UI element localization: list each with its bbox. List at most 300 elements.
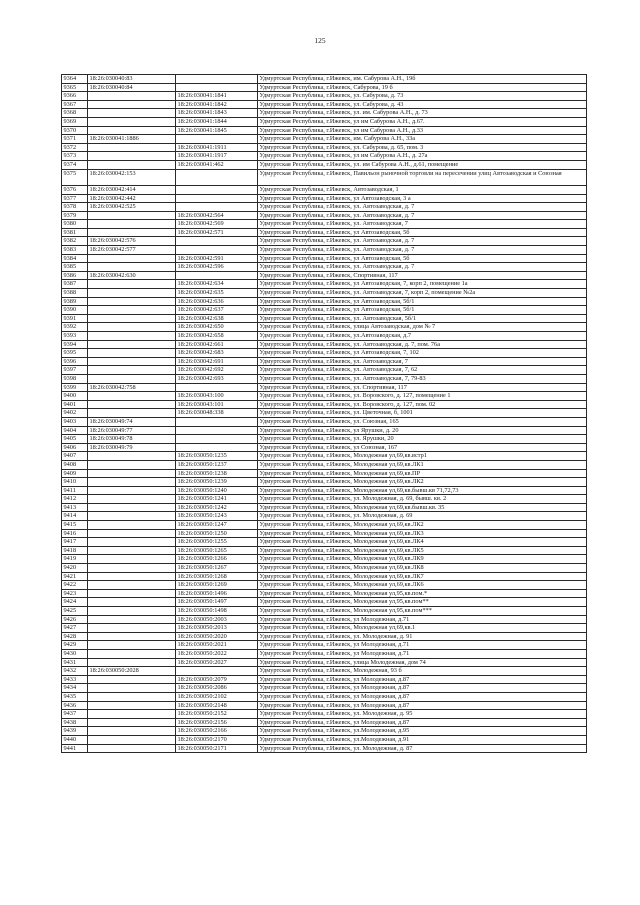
table-row (62, 75, 587, 84)
building-cadastral-number-cell: 18:26:030050:1235 (176, 452, 258, 461)
row-number-cell: 9424 (62, 598, 88, 607)
land-cadastral-number-cell (88, 581, 176, 590)
row-number-cell: 9440 (62, 735, 88, 744)
land-cadastral-number-cell (88, 512, 176, 521)
building-cadastral-number-cell: 18:26:030050:1267 (176, 564, 258, 573)
row-number-cell: 9391 (62, 314, 88, 323)
building-cadastral-number-cell (176, 383, 258, 392)
table-row (62, 117, 587, 126)
land-cadastral-number-cell (88, 392, 176, 401)
register-table (61, 74, 587, 753)
address-cell: Удмуртская Республика, г.Ижевск, ул. Автозаводская, д. 7, пом. 76а (258, 340, 587, 349)
address-cell: Удмуртская Республика, г.Ижевск, ул. Молодежная, д. 69 (258, 512, 587, 521)
land-cadastral-number-cell (88, 306, 176, 315)
building-cadastral-number-cell: 18:26:030042:636 (176, 297, 258, 306)
row-number-cell: 9383 (62, 246, 88, 255)
land-cadastral-number-cell: 18:26:030041:1886 (88, 135, 176, 144)
address-cell: Удмуртская Республика, г.Ижевск, Спортивная, 117 (258, 271, 587, 280)
land-cadastral-number-cell: 18:26:030049:74 (88, 417, 176, 426)
table-row (62, 469, 587, 478)
land-cadastral-number-cell (88, 263, 176, 272)
building-cadastral-number-cell: 18:26:030050:1268 (176, 572, 258, 581)
building-cadastral-number-cell (176, 443, 258, 452)
address-cell: Удмуртская Республика, г.Ижевск, Молодежная ул,69,кв.ЛК5 (258, 546, 587, 555)
land-cadastral-number-cell (88, 254, 176, 263)
address-cell: Удмуртская Республика, г.Ижевск, ул. Автозаводская, д. 7 (258, 263, 587, 272)
table-row (62, 228, 587, 237)
building-cadastral-number-cell: 18:26:030050:2166 (176, 727, 258, 736)
table-row (62, 460, 587, 469)
address-cell: Удмуртская Республика, г.Ижевск, ул Молодежная, д.87 (258, 675, 587, 684)
address-cell: Удмуртская Республика, г.Ижевск, ул. Сабурова, д. 43 (258, 100, 587, 109)
table-row (62, 211, 587, 220)
row-number-cell: 9419 (62, 555, 88, 564)
building-cadastral-number-cell: 18:26:030050:1243 (176, 512, 258, 521)
table-row (62, 727, 587, 736)
building-cadastral-number-cell: 18:26:030042:571 (176, 228, 258, 237)
building-cadastral-number-cell: 18:26:030050:2027 (176, 658, 258, 667)
row-number-cell: 9441 (62, 744, 88, 753)
address-cell: Удмуртская Республика, г.Ижевск, ул. Воровского, д. 127, помещение 1 (258, 392, 587, 401)
row-number-cell: 9412 (62, 495, 88, 504)
table-row (62, 417, 587, 426)
building-cadastral-number-cell: 18:26:030042:591 (176, 254, 258, 263)
row-number-cell: 9415 (62, 521, 88, 530)
address-cell: Удмуртская Республика, г.Ижевск, Молодежная ул,69,кв.ЛК3 (258, 529, 587, 538)
land-cadastral-number-cell (88, 632, 176, 641)
land-cadastral-number-cell (88, 555, 176, 564)
land-cadastral-number-cell (88, 589, 176, 598)
land-cadastral-number-cell (88, 495, 176, 504)
row-number-cell: 9409 (62, 469, 88, 478)
address-cell: Удмуртская Республика, г.Ижевск, ул. Автозаводская, д. 7 (258, 203, 587, 212)
address-cell: Удмуртская Республика, г.Ижевск, Молодежная ул,69,кв.ЛК4 (258, 538, 587, 547)
land-cadastral-number-cell (88, 701, 176, 710)
land-cadastral-number-cell (88, 357, 176, 366)
row-number-cell: 9406 (62, 443, 88, 452)
row-number-cell: 9422 (62, 581, 88, 590)
address-cell: Удмуртская Республика, г.Ижевск, ул Молодежная, д.87 (258, 692, 587, 701)
row-number-cell: 9374 (62, 160, 88, 169)
row-number-cell: 9417 (62, 538, 88, 547)
row-number-cell: 9388 (62, 289, 88, 298)
land-cadastral-number-cell (88, 100, 176, 109)
land-cadastral-number-cell (88, 332, 176, 341)
row-number-cell: 9421 (62, 572, 88, 581)
table-row (62, 426, 587, 435)
land-cadastral-number-cell: 18:26:030042:414 (88, 185, 176, 194)
address-cell: Удмуртская Республика, г.Ижевск, ул. Автозаводская, 7, 79-83 (258, 374, 587, 383)
land-cadastral-number-cell (88, 349, 176, 358)
address-cell: Удмуртская Республика, г.Ижевск, ул. Автозаводская, 5б/1 (258, 314, 587, 323)
land-cadastral-number-cell (88, 684, 176, 693)
table-row (62, 152, 587, 161)
building-cadastral-number-cell: 18:26:030042:693 (176, 374, 258, 383)
row-number-cell: 9438 (62, 718, 88, 727)
land-cadastral-number-cell (88, 598, 176, 607)
address-cell: Удмуртская Республика, г.Ижевск, ул. Союзная, 165 (258, 417, 587, 426)
building-cadastral-number-cell: 18:26:030050:1496 (176, 589, 258, 598)
table-row (62, 529, 587, 538)
address-cell: Удмуртская Республика, г.Ижевск, ул Автозаводская, 3 а (258, 194, 587, 203)
building-cadastral-number-cell: 18:26:030042:569 (176, 220, 258, 229)
table-row (62, 641, 587, 650)
land-cadastral-number-cell (88, 289, 176, 298)
building-cadastral-number-cell (176, 83, 258, 92)
building-cadastral-number-cell: 18:26:030050:1497 (176, 598, 258, 607)
land-cadastral-number-cell (88, 220, 176, 229)
table-row (62, 143, 587, 152)
address-cell: Удмуртская Республика, г.Ижевск, Молодежная ул,69,кв.ЛК6 (258, 581, 587, 590)
table-row (62, 332, 587, 341)
register-table-body (62, 75, 587, 753)
building-cadastral-number-cell: 18:26:030041:1844 (176, 117, 258, 126)
address-cell: Удмуртская Республика, г.Ижевск, ул Молодежная, д.87 (258, 718, 587, 727)
address-cell: Удмуртская Республика, г.Ижевск, ул Автозаводская, 5б (258, 228, 587, 237)
address-cell: Удмуртская Республика, г.Ижевск, ул.Молодежная, д.91 (258, 735, 587, 744)
table-row (62, 701, 587, 710)
table-row (62, 374, 587, 383)
table-row (62, 100, 587, 109)
building-cadastral-number-cell: 18:26:030050:2086 (176, 684, 258, 693)
address-cell: Удмуртская Республика, г.Ижевск, ул Автозаводская, 5б/1 (258, 297, 587, 306)
land-cadastral-number-cell (88, 366, 176, 375)
building-cadastral-number-cell (176, 246, 258, 255)
land-cadastral-number-cell (88, 641, 176, 650)
building-cadastral-number-cell: 18:26:030050:1265 (176, 546, 258, 555)
table-row (62, 649, 587, 658)
address-cell: Удмуртская Республика, г.Ижевск, Молодежная ул,69,кв.ЛК2 (258, 521, 587, 530)
row-number-cell: 9425 (62, 607, 88, 616)
row-number-cell: 9427 (62, 624, 88, 633)
row-number-cell: 9430 (62, 649, 88, 658)
address-cell: Удмуртская Республика, г.Ижевск, ул. Автозаводская, д. 7 (258, 246, 587, 255)
table-row (62, 400, 587, 409)
row-number-cell: 9386 (62, 271, 88, 280)
address-cell: Удмуртская Республика, г.Ижевск, Молодежная ул,95,кв.пом** (258, 598, 587, 607)
address-cell: Удмуртская Республика, г.Ижевск, ул. Молодежная, д. 87 (258, 744, 587, 753)
building-cadastral-number-cell: 18:26:030050:1255 (176, 538, 258, 547)
table-row (62, 435, 587, 444)
address-cell: Удмуртская Республика, г.Ижевск, ул. Автозаводская, 7 (258, 357, 587, 366)
building-cadastral-number-cell (176, 435, 258, 444)
row-number-cell: 9418 (62, 546, 88, 555)
address-cell: Удмуртская Республика, г.Ижевск, ул Автозаводская, 5б (258, 254, 587, 263)
row-number-cell: 9405 (62, 435, 88, 444)
building-cadastral-number-cell: 18:26:030042:596 (176, 263, 258, 272)
address-cell: Удмуртская Республика, г.Ижевск, ул Молодежная, д.87 (258, 684, 587, 693)
table-row (62, 220, 587, 229)
row-number-cell: 9435 (62, 692, 88, 701)
building-cadastral-number-cell: 18:26:030043:100 (176, 392, 258, 401)
row-number-cell: 9365 (62, 83, 88, 92)
land-cadastral-number-cell: 18:26:030050:2028 (88, 667, 176, 676)
table-row (62, 109, 587, 118)
land-cadastral-number-cell (88, 744, 176, 753)
table-row (62, 735, 587, 744)
row-number-cell: 9402 (62, 409, 88, 418)
land-cadastral-number-cell (88, 710, 176, 719)
row-number-cell: 9439 (62, 727, 88, 736)
row-number-cell: 9404 (62, 426, 88, 435)
table-row (62, 692, 587, 701)
row-number-cell: 9376 (62, 185, 88, 194)
address-cell: Удмуртская Республика, г.Ижевск, Автозаводская, 1 (258, 185, 587, 194)
land-cadastral-number-cell (88, 160, 176, 169)
address-cell: Удмуртская Республика, г.Ижевск, Молодежная ул,95,кв.пом*** (258, 607, 587, 616)
row-number-cell: 9385 (62, 263, 88, 272)
table-row (62, 607, 587, 616)
address-cell: Удмуртская Республика, г.Ижевск, Молодежная ул,69,кв.ЛК2 (258, 478, 587, 487)
address-cell: Удмуртская Республика, г.Ижевск, ул. им Сабурова А.Н., д.61, помещение (258, 160, 587, 169)
table-row (62, 323, 587, 332)
land-cadastral-number-cell (88, 314, 176, 323)
building-cadastral-number-cell: 18:26:030050:1241 (176, 495, 258, 504)
table-row (62, 383, 587, 392)
table-row (62, 598, 587, 607)
row-number-cell: 9408 (62, 460, 88, 469)
row-number-cell: 9400 (62, 392, 88, 401)
table-row (62, 486, 587, 495)
address-cell: Удмуртская Республика, г.Ижевск, ул Молодежная, д.71 (258, 615, 587, 624)
table-row (62, 675, 587, 684)
building-cadastral-number-cell: 18:26:030041:462 (176, 160, 258, 169)
table-row (62, 503, 587, 512)
row-number-cell: 9414 (62, 512, 88, 521)
building-cadastral-number-cell (176, 271, 258, 280)
table-row (62, 237, 587, 246)
building-cadastral-number-cell: 18:26:030042:634 (176, 280, 258, 289)
row-number-cell: 9432 (62, 667, 88, 676)
table-row (62, 246, 587, 255)
building-cadastral-number-cell: 18:26:030050:1266 (176, 555, 258, 564)
address-cell: Удмуртская Республика, г.Ижевск, ул. Автозаводская, д. 7 (258, 237, 587, 246)
address-cell: Удмуртская Республика, г.Ижевск, ул Автозаводская, 7, корп 2, помещение 1а (258, 280, 587, 289)
address-cell: Удмуртская Республика, г.Ижевск, ул им Сабурова А.Н., д. 27а (258, 152, 587, 161)
building-cadastral-number-cell: 18:26:030041:1842 (176, 100, 258, 109)
table-row (62, 357, 587, 366)
address-cell: Удмуртская Республика, г.Ижевск, ул Союзная, 167 (258, 443, 587, 452)
address-cell: Удмуртская Республика, г.Ижевск, улица Молодежная, дом 74 (258, 658, 587, 667)
building-cadastral-number-cell: 18:26:030041:1841 (176, 92, 258, 101)
building-cadastral-number-cell: 18:26:030050:1498 (176, 607, 258, 616)
building-cadastral-number-cell: 18:26:030050:2003 (176, 615, 258, 624)
building-cadastral-number-cell: 18:26:030050:2156 (176, 718, 258, 727)
address-cell: Удмуртская Республика, г.Ижевск, Молодежная, 93 б (258, 667, 587, 676)
address-cell: Удмуртская Республика, г.Ижевск, ул. Воровского, д. 127, пом. 02 (258, 400, 587, 409)
row-number-cell: 9428 (62, 632, 88, 641)
building-cadastral-number-cell: 18:26:030042:564 (176, 211, 258, 220)
row-number-cell: 9382 (62, 237, 88, 246)
land-cadastral-number-cell (88, 340, 176, 349)
land-cadastral-number-cell (88, 675, 176, 684)
table-row (62, 478, 587, 487)
building-cadastral-number-cell (176, 426, 258, 435)
building-cadastral-number-cell: 18:26:030050:1269 (176, 581, 258, 590)
row-number-cell: 9396 (62, 357, 88, 366)
row-number-cell: 9381 (62, 228, 88, 237)
building-cadastral-number-cell: 18:26:030042:658 (176, 332, 258, 341)
land-cadastral-number-cell (88, 538, 176, 547)
row-number-cell: 9429 (62, 641, 88, 650)
row-number-cell: 9364 (62, 75, 88, 84)
building-cadastral-number-cell: 18:26:030042:691 (176, 357, 258, 366)
land-cadastral-number-cell (88, 374, 176, 383)
row-number-cell: 9437 (62, 710, 88, 719)
building-cadastral-number-cell (176, 194, 258, 203)
row-number-cell: 9411 (62, 486, 88, 495)
row-number-cell: 9392 (62, 323, 88, 332)
table-row (62, 538, 587, 547)
table-row (62, 185, 587, 194)
building-cadastral-number-cell (176, 237, 258, 246)
address-cell: Удмуртская Республика, г.Ижевск, Молодежная ул,69,кв.ЛК1 (258, 460, 587, 469)
building-cadastral-number-cell: 18:26:030050:1240 (176, 486, 258, 495)
address-cell: Удмуртская Республика, г.Ижевск, Молодежная ул,69,кв.ЛК9 (258, 555, 587, 564)
row-number-cell: 9390 (62, 306, 88, 315)
address-cell: Удмуртская Республика, г.Ижевск, ул. Автозаводская, 7, 62 (258, 366, 587, 375)
address-cell: Удмуртская Республика, г.Ижевск, Молодежная ул,69,кв.ЛК7 (258, 572, 587, 581)
address-cell: Удмуртская Республика, г.Ижевск, Молодежная ул,69,кв.бывш.кв 71,72,73 (258, 486, 587, 495)
address-cell: Удмуртская Республика, г.Ижевск, ул Молодежная, д.71 (258, 649, 587, 658)
address-cell: Удмуртская Республика, г.Ижевск, ул Ярушки, д. 20 (258, 426, 587, 435)
table-row (62, 92, 587, 101)
building-cadastral-number-cell: 18:26:030050:2170 (176, 735, 258, 744)
table-row (62, 314, 587, 323)
table-row (62, 349, 587, 358)
table-row (62, 744, 587, 753)
building-cadastral-number-cell: 18:26:030050:2102 (176, 692, 258, 701)
building-cadastral-number-cell: 18:26:030042:635 (176, 289, 258, 298)
table-row (62, 615, 587, 624)
land-cadastral-number-cell (88, 735, 176, 744)
land-cadastral-number-cell (88, 469, 176, 478)
land-cadastral-number-cell: 18:26:030049:77 (88, 426, 176, 435)
land-cadastral-number-cell (88, 718, 176, 727)
land-cadastral-number-cell (88, 572, 176, 581)
building-cadastral-number-cell: 18:26:030041:1911 (176, 143, 258, 152)
table-row (62, 169, 587, 185)
table-row (62, 495, 587, 504)
building-cadastral-number-cell: 18:26:030050:2171 (176, 744, 258, 753)
building-cadastral-number-cell: 18:26:030048:338 (176, 409, 258, 418)
address-cell: Удмуртская Республика, г.Ижевск, ул.Автозаводская, д.7 (258, 332, 587, 341)
address-cell: Удмуртская Республика, г.Ижевск, ул Автозаводская, 7, 102 (258, 349, 587, 358)
building-cadastral-number-cell: 18:26:030050:2021 (176, 641, 258, 650)
table-row (62, 658, 587, 667)
address-cell: Удмуртская Республика, г.Ижевск, ул. Спортивная, 117 (258, 383, 587, 392)
row-number-cell: 9431 (62, 658, 88, 667)
table-row (62, 280, 587, 289)
row-number-cell: 9366 (62, 92, 88, 101)
building-cadastral-number-cell: 18:26:030050:2079 (176, 675, 258, 684)
building-cadastral-number-cell (176, 667, 258, 676)
row-number-cell: 9380 (62, 220, 88, 229)
building-cadastral-number-cell: 18:26:030050:2148 (176, 701, 258, 710)
row-number-cell: 9384 (62, 254, 88, 263)
row-number-cell: 9387 (62, 280, 88, 289)
building-cadastral-number-cell: 18:26:030050:1237 (176, 460, 258, 469)
building-cadastral-number-cell: 18:26:030050:2152 (176, 710, 258, 719)
address-cell: Удмуртская Республика, г.Ижевск, им. Сабурова А.Н., 33а (258, 135, 587, 144)
building-cadastral-number-cell: 18:26:030042:661 (176, 340, 258, 349)
land-cadastral-number-cell (88, 658, 176, 667)
land-cadastral-number-cell: 18:26:030042:525 (88, 203, 176, 212)
land-cadastral-number-cell (88, 323, 176, 332)
building-cadastral-number-cell: 18:26:030042:638 (176, 314, 258, 323)
land-cadastral-number-cell (88, 228, 176, 237)
table-row (62, 512, 587, 521)
row-number-cell: 9399 (62, 383, 88, 392)
land-cadastral-number-cell (88, 452, 176, 461)
building-cadastral-number-cell: 18:26:030050:1242 (176, 503, 258, 512)
row-number-cell: 9377 (62, 194, 88, 203)
address-cell: Удмуртская Республика, г.Ижевск, ул. Автозаводская, д. 7 (258, 211, 587, 220)
row-number-cell: 9369 (62, 117, 88, 126)
table-row (62, 581, 587, 590)
address-cell: Удмуртская Республика, г.Ижевск, ул. Автозаводская, 7 (258, 220, 587, 229)
table-row (62, 289, 587, 298)
address-cell: Удмуртская Республика, г.Ижевск, ул Молодежная, д.71 (258, 641, 587, 650)
building-cadastral-number-cell (176, 185, 258, 194)
address-cell: Удмуртская Республика, г.Ижевск, ул. Сабурова, д. 65, пом. 3 (258, 143, 587, 152)
land-cadastral-number-cell: 18:26:030042:577 (88, 246, 176, 255)
row-number-cell: 9420 (62, 564, 88, 573)
table-row (62, 564, 587, 573)
address-cell: Удмуртская Республика, г.Ижевск, Молодежная ул,69,кв.1 (258, 624, 587, 633)
table-row (62, 194, 587, 203)
building-cadastral-number-cell: 18:26:030050:1250 (176, 529, 258, 538)
land-cadastral-number-cell: 18:26:030049:78 (88, 435, 176, 444)
building-cadastral-number-cell: 18:26:030043:101 (176, 400, 258, 409)
table-row (62, 135, 587, 144)
row-number-cell: 9416 (62, 529, 88, 538)
page-number: 125 (314, 36, 326, 45)
row-number-cell: 9401 (62, 400, 88, 409)
address-cell: Удмуртская Республика, г.Ижевск, им. Сабурова А.Н., 19б (258, 75, 587, 84)
address-cell: Удмуртская Республика, г.Ижевск, ул им Сабурова А.Н., д.67. (258, 117, 587, 126)
table-row (62, 632, 587, 641)
table-row (62, 297, 587, 306)
land-cadastral-number-cell (88, 400, 176, 409)
land-cadastral-number-cell (88, 297, 176, 306)
row-number-cell: 9410 (62, 478, 88, 487)
table-row (62, 443, 587, 452)
row-number-cell: 9378 (62, 203, 88, 212)
land-cadastral-number-cell (88, 126, 176, 135)
address-cell: Удмуртская Республика, г.Ижевск, ул им Сабурова А.Н., д.33 (258, 126, 587, 135)
row-number-cell: 9398 (62, 374, 88, 383)
land-cadastral-number-cell (88, 143, 176, 152)
building-cadastral-number-cell: 18:26:030042:637 (176, 306, 258, 315)
table-row (62, 160, 587, 169)
table-row (62, 203, 587, 212)
land-cadastral-number-cell (88, 503, 176, 512)
building-cadastral-number-cell (176, 75, 258, 84)
building-cadastral-number-cell: 18:26:030050:2013 (176, 624, 258, 633)
land-cadastral-number-cell (88, 649, 176, 658)
table-row (62, 710, 587, 719)
address-cell: Удмуртская Республика, г.Ижевск, Павильон рыночной торговли на пересечении улиц Автозаводская и Союзная (258, 169, 587, 185)
table-row (62, 521, 587, 530)
building-cadastral-number-cell: 18:26:030041:1845 (176, 126, 258, 135)
building-cadastral-number-cell: 18:26:030050:1239 (176, 478, 258, 487)
table-row (62, 555, 587, 564)
row-number-cell: 9395 (62, 349, 88, 358)
row-number-cell: 9371 (62, 135, 88, 144)
table-row (62, 684, 587, 693)
row-number-cell: 9434 (62, 684, 88, 693)
